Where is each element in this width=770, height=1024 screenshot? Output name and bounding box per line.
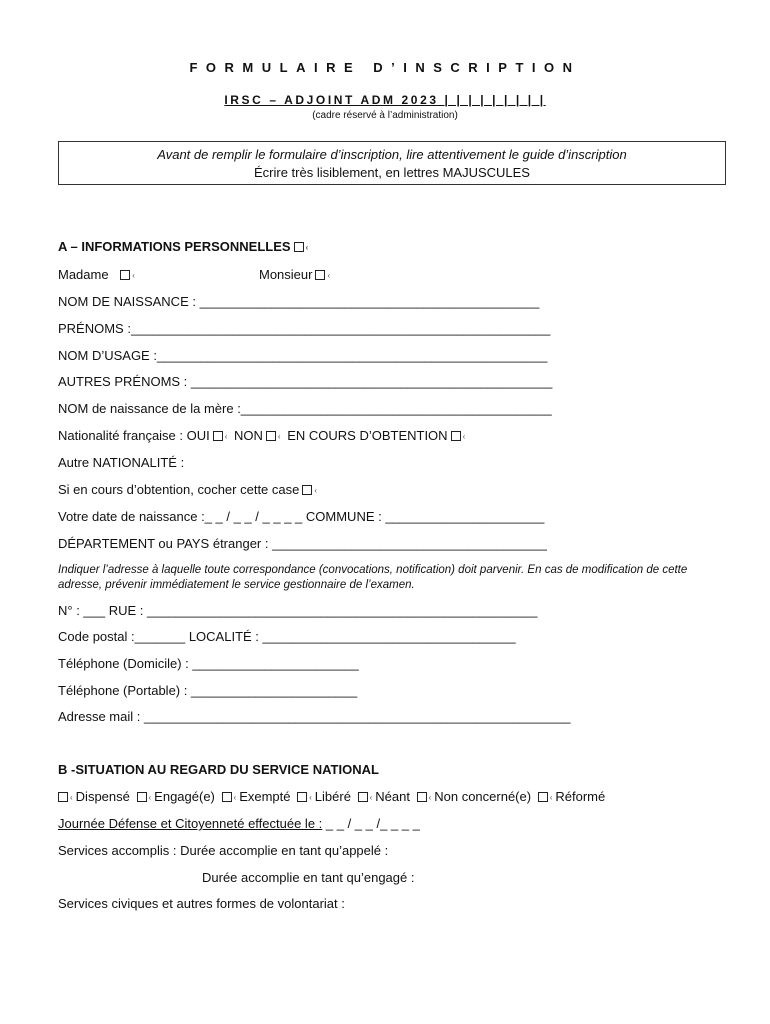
jdc-label: Journée Défense et Citoyenneté effectuée le : bbox=[58, 816, 323, 831]
service-options-row bbox=[58, 789, 605, 804]
notice-line-1: Avant de remplir le formulaire d’inscription, lire attentivement le guide d’inscription bbox=[157, 147, 627, 162]
date-naissance-field[interactable]: Votre date de naissance :_ _ / _ _ / _ _ _ _ COMMUNE : ______________________ bbox=[58, 509, 545, 524]
tick-mark: ‹ bbox=[314, 486, 318, 495]
neant-checkbox[interactable] bbox=[358, 792, 368, 802]
tick-mark: ‹ bbox=[277, 432, 281, 441]
dispense-checkbox[interactable] bbox=[58, 792, 68, 802]
tick-mark: ‹ bbox=[309, 793, 312, 802]
autre-nationalite-field[interactable]: Autre NATIONALITÉ : bbox=[58, 455, 185, 470]
dispense-label: Dispensé bbox=[75, 789, 130, 804]
libere-checkbox[interactable] bbox=[297, 792, 307, 802]
tel-portable-field[interactable]: Téléphone (Portable) : _______________________ bbox=[58, 683, 358, 698]
services-engage-field[interactable]: Durée accomplie en tant qu’engagé : bbox=[202, 870, 415, 885]
departement-field[interactable]: DÉPARTEMENT ou PAYS étranger : ______________________________________ bbox=[58, 536, 547, 551]
civility-row bbox=[58, 267, 138, 282]
autres-prenoms-field[interactable]: AUTRES PRÉNOMS : __________________________________________________ bbox=[58, 374, 553, 389]
neant-label: Néant bbox=[375, 789, 410, 804]
non-concerne-checkbox[interactable] bbox=[417, 792, 427, 802]
non-label: NON bbox=[234, 428, 263, 443]
tick-mark: ‹ bbox=[70, 793, 73, 802]
nom-mere-field[interactable]: NOM de naissance de la mère :___________________________________________ bbox=[58, 401, 552, 416]
engage-label: Engagé(e) bbox=[154, 789, 215, 804]
tick-mark: ‹ bbox=[369, 793, 373, 802]
code-postal-field[interactable]: Code postal :_______ LOCALITÉ : ___________________________________ bbox=[58, 629, 516, 644]
address-note: Indiquer l’adresse à laquelle toute correspondance (convocations, notification) doit parvenir. En cas de modification de cette adresse, prévenir immédiatement le service gestionnaire de l’examen. bbox=[58, 564, 688, 591]
non-checkbox[interactable] bbox=[266, 431, 276, 441]
tick-mark: ‹ bbox=[462, 432, 466, 441]
tick-mark: ‹ bbox=[132, 271, 135, 280]
non-concerne-label: Non concerné(e) bbox=[434, 789, 532, 804]
tick-mark: ‹ bbox=[549, 793, 553, 802]
tel-domicile-field[interactable]: Téléphone (Domicile) : _______________________ bbox=[58, 656, 359, 671]
email-field[interactable]: Adresse mail : ___________________________________________________________ bbox=[58, 709, 571, 724]
services-appele-field[interactable]: Services accomplis : Durée accomplie en tant qu’appelé : bbox=[58, 843, 389, 858]
section-a-checkbox[interactable] bbox=[294, 242, 304, 252]
tick-mark: ‹ bbox=[233, 793, 237, 802]
section-a-heading-text: A – INFORMATIONS PERSONNELLES bbox=[58, 239, 291, 254]
en-cours-label: EN COURS D’OBTENTION bbox=[287, 428, 448, 443]
exempte-label: Exempté bbox=[239, 789, 291, 804]
reforme-checkbox[interactable] bbox=[538, 792, 548, 802]
jdc-row bbox=[58, 816, 420, 831]
tick-mark: ‹ bbox=[428, 793, 432, 802]
madame-label: Madame bbox=[58, 267, 109, 282]
libere-label: Libéré bbox=[314, 789, 351, 804]
tick-mark: ‹ bbox=[224, 432, 228, 441]
tick-mark: ‹ bbox=[148, 793, 152, 802]
section-a-heading bbox=[58, 239, 311, 254]
tick-mark: ‹ bbox=[305, 243, 309, 252]
prenoms-field[interactable]: PRÉNOMS :__________________________________________________________ bbox=[58, 321, 551, 336]
engage-checkbox[interactable] bbox=[137, 792, 147, 802]
obtention-label: Si en cours d’obtention, cocher cette case bbox=[58, 482, 300, 497]
en-cours-checkbox[interactable] bbox=[451, 431, 461, 441]
madame-checkbox[interactable] bbox=[120, 270, 130, 280]
monsieur-label: Monsieur bbox=[259, 267, 313, 282]
nom-naissance-field[interactable]: NOM DE NAISSANCE : _______________________________________________ bbox=[58, 294, 540, 309]
notice-line-2: Écrire très lisiblement, en lettres MAJUSCULES bbox=[254, 165, 530, 180]
oui-checkbox[interactable] bbox=[213, 431, 223, 441]
reference-line: IRSC – ADJOINT ADM 2023 | | | | | | | | | bbox=[224, 93, 546, 107]
section-b-heading: B -SITUATION AU REGARD DU SERVICE NATIONAL bbox=[58, 762, 379, 777]
reforme-label: Réformé bbox=[555, 789, 606, 804]
monsieur-row bbox=[259, 267, 333, 282]
notice-box bbox=[58, 141, 726, 185]
nom-usage-field[interactable]: NOM D’USAGE :______________________________________________________ bbox=[58, 348, 548, 363]
nationalite-label: Nationalité française : OUI bbox=[58, 428, 210, 443]
services-civiques-field[interactable]: Services civiques et autres formes de volontariat : bbox=[58, 896, 345, 911]
jdc-date-field[interactable]: _ _ / _ _ /_ _ _ _ bbox=[322, 816, 420, 831]
numero-rue-field[interactable]: N° : ___ RUE : ______________________________________________________ bbox=[58, 603, 538, 618]
monsieur-checkbox[interactable] bbox=[315, 270, 325, 280]
exempte-checkbox[interactable] bbox=[222, 792, 232, 802]
obtention-row bbox=[58, 482, 320, 497]
tick-mark: ‹ bbox=[327, 271, 331, 280]
obtention-checkbox[interactable] bbox=[302, 485, 312, 495]
nationalite-row bbox=[58, 428, 468, 443]
form-title: FORMULAIRE D’INSCRIPTION bbox=[189, 60, 581, 75]
admin-note: (cadre réservé à l’administration) bbox=[312, 110, 458, 121]
